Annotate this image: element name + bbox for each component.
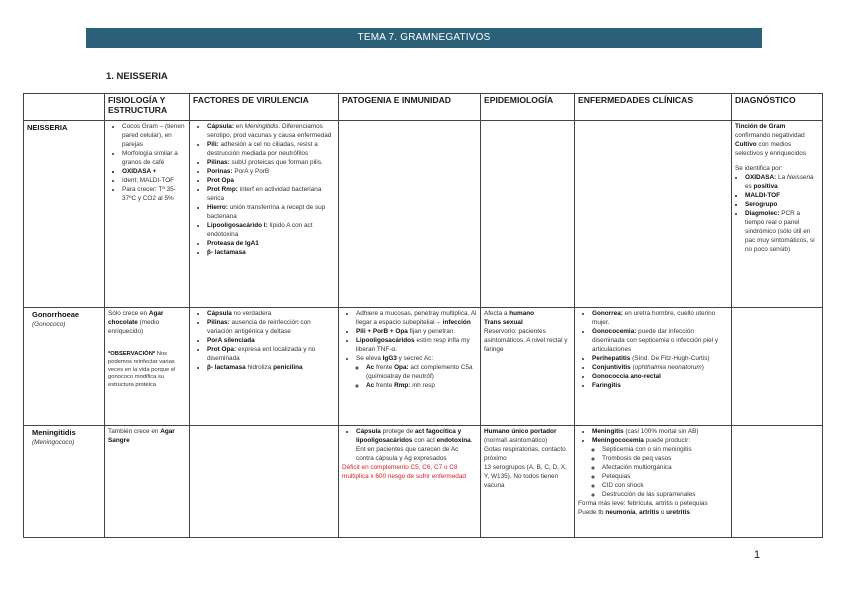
row-name: Gonorrhoeae [32, 310, 80, 319]
diag-tincion: Tinción de Gram confirmando negatividad [735, 123, 805, 139]
cell-epidemio-gonorrhoeae [481, 308, 575, 426]
list-item: • Cápsula: en Meningitidis. Diferenciamos serotipo, prod vacunas y causa enfermedad [207, 123, 335, 141]
list-item: • β- lactamasa [207, 249, 335, 258]
list-item: • Pili: adhesión a cel no ciliadas, resist a destrucción mediada por neutrófilos [207, 141, 335, 159]
header-virulencia: FACTORES DE VIRULENCIA [190, 94, 339, 121]
observacion-note: *OBSERVACIÓN* Nos podemos reinfectar varias veces en la vida porque el gonococo modifica su estructura proteica [108, 350, 176, 389]
fisio-text: También crece en Agar Sangre [108, 428, 175, 444]
epidemio-trans: Trans sexual [484, 318, 523, 326]
row-label-meningitidis [24, 426, 105, 538]
list-item: • Faringitis [592, 382, 728, 391]
cell-fisio-neisseria [105, 121, 190, 308]
list-item: • Perihepatitis (Sínd. De Fitz-Hugh-Curtis) [592, 355, 728, 364]
list-item: ◦ Ac frente Opa: act complemento C5a (quimioatray de neutróf) [366, 364, 477, 382]
list-item: ◦ Petequias [602, 473, 728, 482]
cell-epidemio-neisseria [481, 121, 575, 308]
list-item: ◦ Destrucción de las suprarrenales [602, 491, 728, 500]
table-row-gonorrhoeae [24, 308, 823, 426]
cell-virulencia-meningitidis [190, 426, 339, 538]
cell-diagnostico-neisseria [732, 121, 823, 308]
list-item: • PorA silenciada [207, 337, 335, 346]
epidemio-serogrupos: 13 serogrupos (A, B, C, D, X, Y, W135). No todos tienen vacuna [484, 463, 567, 489]
cell-virulencia-neisseria [190, 121, 339, 308]
list-item: • Ident: MALDI-TOF [122, 177, 186, 186]
cell-clinicas-gonorrhoeae [575, 308, 732, 426]
list-item: • Gonorrea: en uretra hombre, cuello uterino mujer. [592, 310, 728, 328]
cell-fisio-gonorrhoeae [105, 308, 190, 426]
list-item: • Pilinas: ausencia de reinfección con variación antigénica y deltase [207, 319, 335, 337]
cell-clinicas-meningitidis [575, 426, 732, 538]
cell-virulencia-gonorrhoeae [190, 308, 339, 426]
list-item: • Cápsula protege de act fagocítica y lipooligosacáridos con act endotoxina. Ent en pacientes que carecen de Ac contra cápsula y Ag expresados [356, 428, 477, 464]
puede-tb: Puede tb neumonía, artritis o uretritis [578, 508, 690, 516]
row-label-neisseria [24, 121, 105, 308]
cell-patogenia-neisseria [339, 121, 481, 308]
epidemio-reservorio: Reservorio: pacientes asintomáticos. A nivel rectal y faringe [484, 327, 568, 353]
cell-patogenia-gonorrhoeae [339, 308, 481, 426]
epidemio-portador: Humano único portador (normal\ asintomático) [484, 428, 557, 444]
list-item: ◦ Septicemia con o sin meningitis [602, 446, 728, 455]
header-enfermedades: ENFERMEDADES CLÍNICAS [575, 94, 732, 121]
header-diagnostico: DIAGNÓSTICO [732, 94, 823, 121]
section-heading: 1. NEISSERIA [106, 71, 168, 82]
list-item: • β- lactamasa hidroliza penicilina [207, 364, 335, 373]
header-epidemiologia: EPIDEMIOLOGÍA [481, 94, 575, 121]
deficit-note: Déficit en complemento C5, C6, C7 o C8 multiplica x 600 riesgo de sufrir enfermedad [342, 463, 466, 480]
list-item: ◦ CID con shock [602, 482, 728, 491]
list-item: ◦ Afectación multiorgánica [602, 464, 728, 473]
row-subname: (Meningococo) [32, 438, 75, 446]
header-fisiologia: FISIOLOGÍA Y ESTRUCTURA [105, 94, 190, 121]
epidemio-gotas: Gotas respiratorias, contacto próximo [484, 445, 566, 462]
header-patogenia: PATOGENIA E INMUNIDAD [339, 94, 481, 121]
row-subname: (Gonococo) [32, 320, 66, 328]
cell-epidemio-meningitidis [481, 426, 575, 538]
list-item: • OXIDASA + [122, 168, 186, 177]
list-item: • Serogrupo [745, 201, 819, 210]
list-item: • OXIDASA: La Neisseria es positiva [745, 174, 819, 192]
list-item: • Morfología similar a granos de café [122, 150, 186, 168]
cell-fisio-meningitidis [105, 426, 190, 538]
list-item: • Prot Opa [207, 177, 335, 186]
row-label-gonorrhoeae [24, 308, 105, 426]
list-item: • Diagmolec: PCR a tiempo real o panel sindrómico (sólo útil en pac muy sintomáticos, si no poco sensib) [745, 210, 819, 255]
list-item: • Porinas: PorA y PorB [207, 168, 335, 177]
list-item: ◦ Ac frente Rmp: inh resp [366, 382, 477, 391]
list-item: • MALDI-TOF [745, 192, 819, 201]
list-item: • Pilinas: subU proteicas que forman pilis. [207, 159, 335, 168]
row-name: Meningitidis [32, 428, 76, 437]
gramnegativos-table [23, 93, 823, 538]
epidemio-afecta: Afecta a humano [484, 310, 535, 317]
list-item: • Lipooligosacáridos estim resp infla my liberan TNF-α. [356, 337, 477, 355]
list-item: • Prot Opa: expresa ent localizada y no diseminada [207, 346, 335, 364]
cell-patogenia-meningitidis [339, 426, 481, 538]
list-item: • Gonococemia: puede dar infección diseminada con septicemia o infección piel y articulaciones [592, 328, 728, 355]
list-item: • Se eleva IgG3 y secrec Ac: ◦ Ac frente Opa: act complemento C5a (quimioatray de neutróf) ◦ Ac frente Rmp: inh resp [356, 355, 477, 391]
list-item: • Para crecer: Tª 35-37ºC y CO2 al 5% [122, 186, 186, 204]
list-item: • Meningitis (casi 100% mortal sin AB) [592, 428, 728, 437]
list-item: • Meningococemia puede producir: ◦ Septicemia con o sin meningitis ◦ Trombosis de peq vasos ◦ Afectación multiorgánica ◦ Petequias ◦ CID con shock ◦ Destrucción de las suprarrenales [592, 437, 728, 500]
title-banner: TEMA 7. GRAMNEGATIVOS [86, 28, 762, 48]
header-row [24, 94, 823, 121]
list-item: • Adhiere a mucosas, penetray multiplica. Al llegar a espacio subepitelial→ infección [356, 310, 477, 328]
page-number: 1 [754, 549, 761, 561]
list-item: • Hierro: unión transferrina a recept de sup bacteriana [207, 204, 335, 222]
list-item: • Pili + PorB + Opa fijan y penetran. [356, 328, 477, 337]
row-name: NEISSERIA [27, 123, 68, 132]
cell-diagnostico-meningitidis [732, 426, 823, 538]
list-item: • Conjuntivitis (ophthalmia neonatorum) [592, 364, 728, 373]
list-item: • Lipooligosacárido l: lípido A con act endotoxina [207, 222, 335, 240]
table-row-neisseria [24, 121, 823, 308]
list-item: ◦ Trombosis de peq vasos [602, 455, 728, 464]
list-item: • Proteasa de IgA1 [207, 240, 335, 249]
header-empty [24, 94, 105, 121]
list-item: • Cápsula no verdadera [207, 310, 335, 319]
diag-cultivo: Cultivo con medios selectivos y enriquecidos [735, 140, 807, 157]
list-item: • Prot Rmp: interf en actividad bacteriana sérica [207, 186, 335, 204]
forma-leve: Forma más leve: febrícula, artritis o petequias [578, 499, 708, 507]
fisio-text: Sólo crece en Agar chocolate (medio enriquecido) [108, 310, 164, 335]
cell-clinicas-neisseria [575, 121, 732, 308]
list-item: • Cocos Gram – (tienen pared celular), en parejas [122, 123, 186, 150]
table-row-meningitidis [24, 426, 823, 538]
diag-se-identifica: Se identifica por: [735, 164, 783, 172]
list-item: • Gonococcia ano-rectal [592, 373, 728, 382]
cell-diagnostico-gonorrhoeae [732, 308, 823, 426]
